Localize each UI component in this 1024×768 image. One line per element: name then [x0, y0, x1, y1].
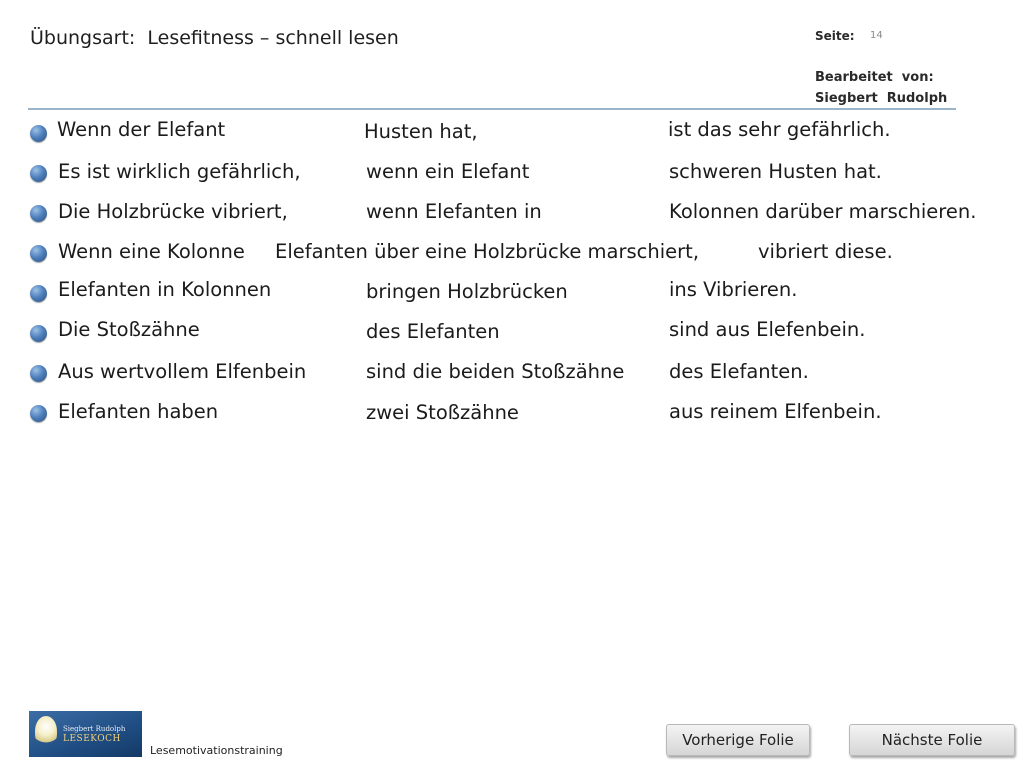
footer-label: Lesemotivationstraining: [150, 744, 283, 757]
header-divider: [28, 108, 956, 110]
sentence-part-2: Husten hat,: [364, 120, 478, 143]
light-bulb-logo-icon: [35, 716, 57, 746]
sentence-part-3: vibriert diese.: [758, 240, 893, 263]
sentence-part-2: sind die beiden Stoßzähne: [366, 360, 625, 383]
bullet-icon: [30, 205, 47, 222]
exercise-title: Übungsart: Lesefitness – schnell lesen: [30, 27, 399, 49]
bullet-icon: [30, 125, 47, 142]
sentence-row: [0, 113, 1024, 143]
sentence-part-2: wenn ein Elefant: [366, 160, 530, 183]
sentence-row: [0, 193, 1024, 223]
sentence-part-1: Elefanten haben: [58, 400, 219, 423]
sentence-row: [0, 273, 1024, 303]
sentence-part-2: des Elefanten: [366, 320, 500, 343]
sentence-row: [0, 353, 1024, 383]
editor-label: Bearbeitet von: Siegbert Rudolph: [815, 70, 948, 106]
logo-author-text: Siegbert Rudolph: [63, 725, 126, 733]
previous-slide-button[interactable]: Vorherige Folie: [666, 724, 810, 756]
bullet-icon: [30, 325, 47, 342]
sentence-part-1: Elefanten in Kolonnen: [58, 278, 272, 301]
sentence-part-2: zwei Stoßzähne: [366, 401, 519, 424]
sentence-part-1: Wenn eine Kolonne: [58, 240, 245, 263]
sentence-row: [0, 233, 1024, 263]
sentence-part-3: ist das sehr gefährlich.: [668, 118, 891, 141]
logo-brand-text: LESEKOCH: [63, 734, 121, 744]
sentence-row: [0, 153, 1024, 183]
sentence-part-3: des Elefanten.: [669, 360, 809, 383]
sentence-part-1: Die Stoßzähne: [58, 318, 200, 341]
sentence-part-1: Die Holzbrücke vibriert,: [58, 200, 288, 223]
sentence-part-3: sind aus Elefenbein.: [669, 318, 866, 341]
sentence-row: [0, 313, 1024, 343]
bullet-icon: [30, 245, 47, 262]
sentence-part-3: schweren Husten hat.: [669, 160, 882, 183]
sentence-part-3: aus reinem Elfenbein.: [669, 400, 882, 423]
sentence-part-3: Kolonnen darüber marschieren.: [669, 200, 977, 223]
sentence-part-1: Es ist wirklich gefährlich,: [58, 160, 301, 183]
sentence-part-2: wenn Elefanten in: [366, 200, 542, 223]
page-number: 14: [870, 30, 883, 41]
bullet-icon: [30, 365, 47, 382]
sentence-part-1: Wenn der Elefant: [57, 118, 226, 141]
sentence-row: [0, 393, 1024, 423]
sentence-part-1: Aus wertvollem Elfenbein: [58, 360, 307, 383]
sentence-part-2: bringen Holzbrücken: [366, 280, 568, 303]
sentence-part-2: Elefanten über eine Holzbrücke marschiert,: [275, 240, 700, 263]
bullet-icon: [30, 405, 47, 422]
bullet-icon: [30, 285, 47, 302]
lesekoch-logo: [29, 711, 142, 757]
next-slide-button[interactable]: Nächste Folie: [849, 724, 1015, 756]
sentence-part-3: ins Vibrieren.: [669, 278, 798, 301]
page-label: Seite:: [815, 29, 855, 43]
bullet-icon: [30, 165, 47, 182]
